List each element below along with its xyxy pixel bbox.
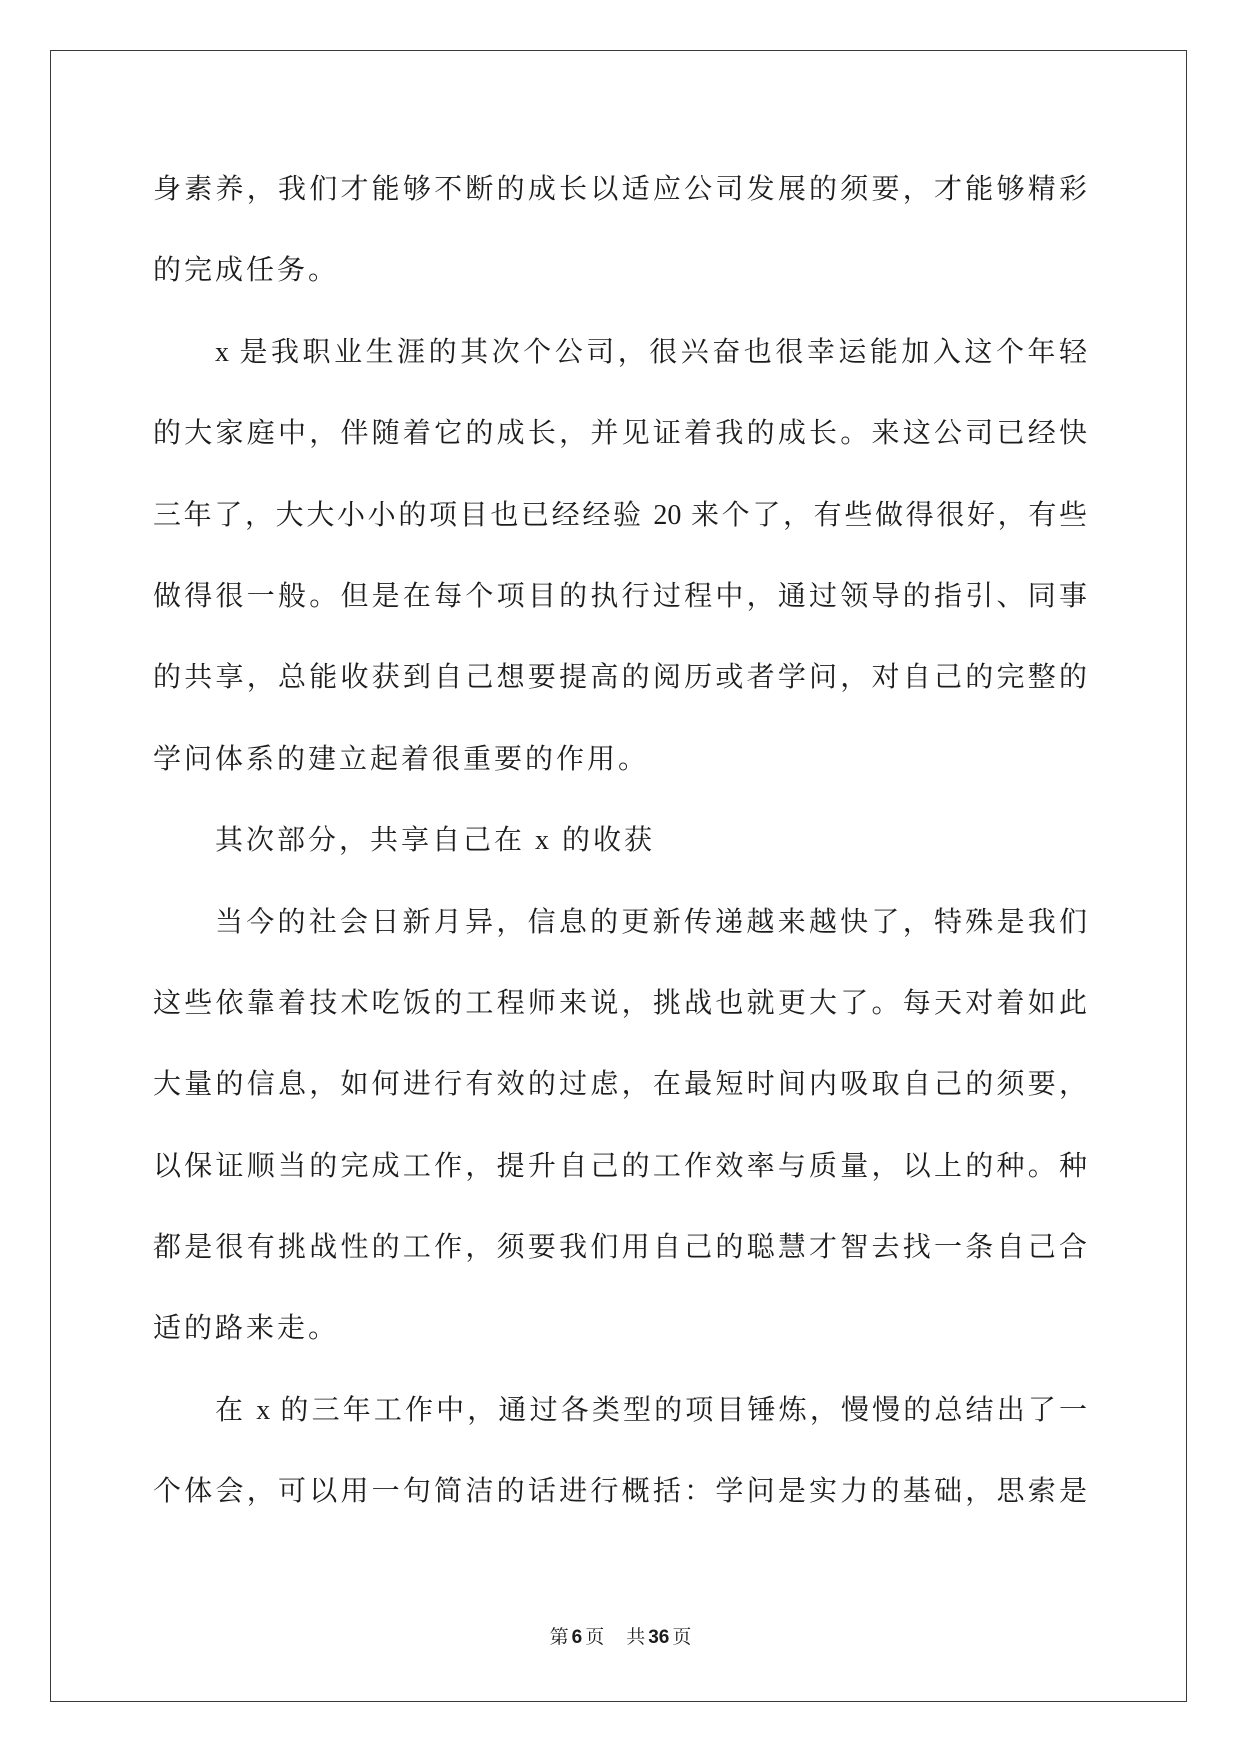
text-line: 以保证顺当的完成工作，提升自己的工作效率与质量，以上的种。种 — [153, 1150, 1087, 1182]
page-number-suffix: 页 — [585, 1627, 605, 1648]
text-line: 的完成任务。 — [153, 255, 340, 287]
text-line: 做得很一般。但是在每个项目的执行过程中，通过领导的指引、同事 — [153, 580, 1087, 612]
total-pages-prefix: 共 — [626, 1627, 646, 1648]
current-page-number: 6 — [571, 1627, 583, 1648]
text-line: 三年了，大大小小的项目也已经经验 20 来个了，有些做得很好，有些 — [153, 499, 1087, 531]
total-pages-suffix: 页 — [672, 1627, 692, 1648]
text-line: 其次部分，共享自己在 x 的收获 — [215, 825, 656, 857]
text-line: 的大家庭中，伴随着它的成长，并见证着我的成长。来这公司已经快 — [153, 418, 1087, 450]
page-number-prefix: 第 — [549, 1627, 569, 1648]
text-line: 在 x 的三年工作中，通过各类型的项目锤炼，慢慢的总结出了一 — [215, 1394, 1087, 1426]
text-line: 学问体系的建立起着很重要的作用。 — [153, 743, 650, 775]
text-line: 身素养，我们才能够不断的成长以适应公司发展的须要，才能够精彩 — [153, 174, 1087, 205]
total-pages-number: 36 — [648, 1627, 670, 1648]
paragraph — [153, 312, 1087, 800]
text-line: 适的路来走。 — [153, 1313, 340, 1345]
text-line: 这些依靠着技术吃饭的工程师来说，挑战也就更大了。每天对着如此 — [153, 987, 1087, 1019]
paragraph — [153, 882, 1087, 1370]
text-line: 都是很有挑战性的工作，须要我们用自己的聪慧才智去找一条自己合 — [153, 1232, 1087, 1264]
section-heading — [153, 800, 1087, 881]
paragraph — [153, 1370, 1087, 1533]
text-line: 的共享，总能收获到自己想要提高的阅历或者学问，对自己的完整的 — [153, 662, 1087, 694]
text-line: x 是我职业生涯的其次个公司，很兴奋也很幸运能加入这个年轻 — [215, 336, 1087, 368]
page-footer — [0, 1624, 1241, 1652]
text-line: 个体会，可以用一句简洁的话进行概括：学问是实力的基础，思索是 — [153, 1476, 1087, 1508]
text-line: 当今的社会日新月异，信息的更新传递越来越快了，特殊是我们 — [215, 906, 1087, 938]
text-line: 大量的信息，如何进行有效的过虑，在最短时间内吸取自己的须要， — [153, 1069, 1087, 1101]
paragraph — [153, 149, 1087, 312]
document-body — [153, 149, 1087, 1533]
